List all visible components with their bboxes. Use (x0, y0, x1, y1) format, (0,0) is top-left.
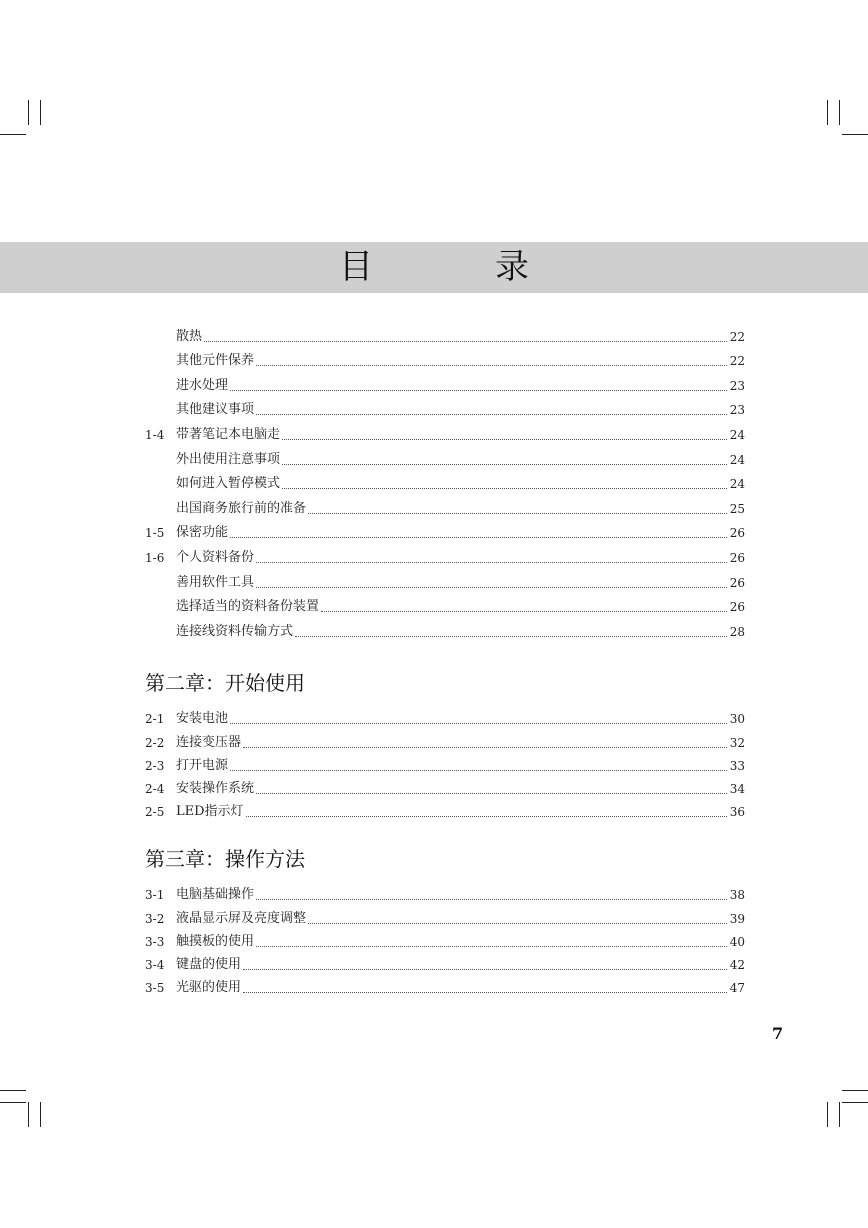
toc-entry-page: 26 (729, 575, 745, 590)
toc-entry (145, 517, 745, 542)
toc-entry-title: 键盘的使用 (176, 957, 242, 973)
toc-leader-dots (282, 487, 727, 489)
toc-entry-page: 38 (729, 888, 745, 903)
toc-entry-title: 连接线资料传输方式 (176, 623, 294, 639)
toc-leader-dots (204, 340, 727, 342)
toc-leader-dots (256, 364, 727, 366)
toc-entry (145, 468, 745, 493)
toc-leader-dots (243, 991, 727, 993)
toc-entry (145, 369, 745, 394)
toc-entry (145, 418, 745, 443)
toc-entry (145, 927, 745, 950)
toc-entry-title: 出国商务旅行前的准备 (176, 500, 307, 516)
toc-entry-number: 2-2 (145, 735, 165, 750)
toc-entry-number: 3-3 (145, 934, 165, 949)
toc-entry-title: 其他元件保养 (176, 353, 255, 369)
toc-entry-title: 安装操作系统 (176, 781, 255, 797)
toc-entry-title: 善用软件工具 (176, 574, 255, 590)
crop-mark (0, 1090, 26, 1091)
chapter-3-list (145, 880, 745, 996)
crop-mark (0, 1102, 26, 1103)
toc-leader-dots (256, 945, 727, 947)
toc-leader-dots (256, 792, 727, 794)
toc-entry-title: 个人资料备份 (176, 549, 255, 565)
toc-entry-page: 23 (729, 403, 745, 418)
crop-mark (28, 1102, 29, 1127)
toc-leader-dots (308, 512, 727, 514)
toc-entry-number: 2-1 (145, 712, 165, 727)
toc-entry (145, 727, 745, 750)
toc-entry (145, 591, 745, 616)
toc-entry-title: LED指示灯 (176, 804, 244, 820)
toc-entry-number: 1-4 (145, 427, 165, 442)
toc-entry-title: 打开电源 (176, 757, 229, 773)
toc-entry-page: 39 (729, 911, 745, 926)
toc-entry-page: 30 (729, 712, 745, 727)
toc-list-continued (145, 320, 745, 640)
toc-leader-dots (256, 898, 727, 900)
toc-leader-dots (230, 722, 727, 724)
toc-leader-dots (246, 815, 727, 817)
toc-entry-title: 其他建议事项 (176, 402, 255, 418)
toc-entry (145, 394, 745, 419)
toc-entry-title: 散热 (176, 328, 203, 344)
toc-leader-dots (256, 586, 727, 588)
toc-entry-title: 光驱的使用 (176, 980, 242, 996)
chapter-3-heading: 第三章：操作方法 (145, 847, 305, 871)
page-number: 7 (772, 1024, 784, 1043)
toc-entry (145, 492, 745, 517)
toc-leader-dots (230, 536, 727, 538)
crop-mark (839, 1102, 840, 1127)
toc-entry-page: 26 (729, 600, 745, 615)
toc-leader-dots (256, 561, 727, 563)
toc-entry (145, 615, 745, 640)
toc-entry-number: 3-2 (145, 911, 165, 926)
toc-leader-dots (230, 769, 727, 771)
toc-leader-dots (282, 438, 727, 440)
toc-entry-title: 带著笔记本电脑走 (176, 426, 281, 442)
crop-mark (842, 134, 868, 135)
toc-entry (145, 880, 745, 903)
toc-entry-page: 22 (729, 354, 745, 369)
toc-entry (145, 774, 745, 797)
title-band (0, 242, 868, 293)
toc-entry-page: 24 (729, 427, 745, 442)
crop-mark (842, 1102, 868, 1103)
toc-entry-number: 1-6 (145, 550, 165, 565)
toc-entry-page: 24 (729, 477, 745, 492)
toc-entry-title: 选择适当的资料备份装置 (176, 599, 320, 615)
chapter-2-heading: 第二章：开始使用 (145, 671, 305, 695)
toc-entry-number: 2-3 (145, 758, 165, 773)
toc-entry-number: 2-4 (145, 782, 165, 797)
toc-entry-title: 外出使用注意事项 (176, 451, 281, 467)
toc-leader-dots (243, 746, 727, 748)
page-title: 目 录 (339, 247, 573, 287)
toc-leader-dots (243, 968, 727, 970)
crop-mark (40, 100, 41, 125)
toc-entry-number: 3-5 (145, 981, 165, 996)
toc-leader-dots (308, 922, 727, 924)
chapter-2-list (145, 704, 745, 820)
toc-entry-title: 如何进入暂停模式 (176, 476, 281, 492)
toc-leader-dots (282, 463, 727, 465)
toc-entry-page: 40 (729, 934, 745, 949)
crop-mark (28, 100, 29, 125)
toc-entry-page: 34 (729, 782, 745, 797)
toc-entry-page: 24 (729, 452, 745, 467)
toc-entry-number: 3-4 (145, 958, 165, 973)
toc-entry (145, 541, 745, 566)
toc-entry-page: 47 (729, 981, 745, 996)
toc-entry (145, 443, 745, 468)
toc-entry-title: 连接变压器 (176, 734, 242, 750)
toc-entry-number: 3-1 (145, 888, 165, 903)
toc-entry-title: 液晶显示屏及亮度调整 (176, 910, 307, 926)
crop-mark (839, 100, 840, 125)
toc-entry-page: 26 (729, 550, 745, 565)
toc-entry-page: 28 (729, 624, 745, 639)
toc-entry (145, 751, 745, 774)
toc-entry (145, 704, 745, 727)
toc-entry (145, 903, 745, 926)
crop-mark (842, 1090, 868, 1091)
crop-mark (827, 100, 828, 125)
toc-entry (145, 320, 745, 345)
toc-entry-page: 33 (729, 758, 745, 773)
toc-entry-title: 安装电池 (176, 711, 229, 727)
toc-entry (145, 345, 745, 370)
toc-entry (145, 566, 745, 591)
toc-entry-page: 26 (729, 526, 745, 541)
crop-mark (827, 1102, 828, 1127)
toc-leader-dots (256, 413, 727, 415)
toc-entry-number: 1-5 (145, 526, 165, 541)
toc-entry (145, 973, 745, 996)
toc-entry-page: 23 (729, 378, 745, 393)
toc-entry-page: 36 (729, 805, 745, 820)
toc-entry-number: 2-5 (145, 805, 165, 820)
toc-entry-title: 保密功能 (176, 525, 229, 541)
toc-entry (145, 950, 745, 973)
crop-mark (40, 1102, 41, 1127)
toc-leader-dots (321, 610, 727, 612)
toc-entry (145, 797, 745, 820)
crop-mark (0, 134, 26, 135)
toc-entry-page: 25 (729, 501, 745, 516)
toc-entry-page: 42 (729, 958, 745, 973)
toc-leader-dots (230, 389, 727, 391)
toc-leader-dots (295, 635, 727, 637)
toc-entry-title: 进水处理 (176, 377, 229, 393)
toc-entry-title: 电脑基础操作 (176, 887, 255, 903)
toc-entry-title: 触摸板的使用 (176, 933, 255, 949)
toc-entry-page: 22 (729, 329, 745, 344)
toc-entry-page: 32 (729, 735, 745, 750)
